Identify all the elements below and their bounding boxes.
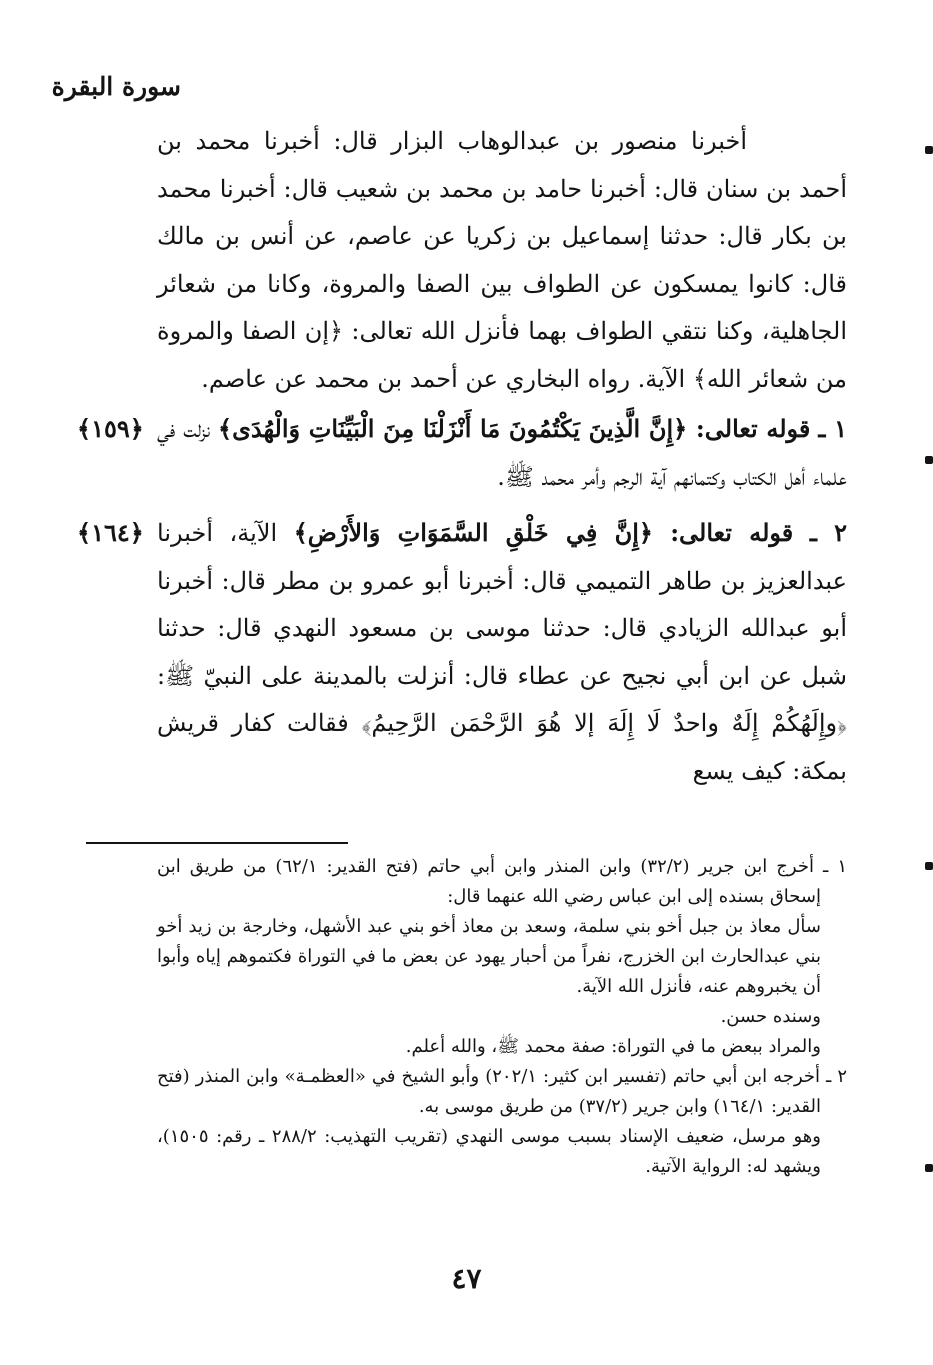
footnote-1-line-3: وسنده حسن.	[720, 1006, 821, 1027]
verse-item-2-paragraph	[157, 509, 847, 795]
item-2-number: ٢ ـ	[809, 518, 847, 547]
verse-reference-159: ﴿١٥٩﴾	[77, 414, 144, 443]
verse-item-1	[77, 405, 847, 501]
page-number: ٤٧	[451, 1262, 482, 1295]
main-text	[77, 118, 847, 795]
running-header-surah-name: سورة البقرة	[51, 72, 181, 101]
intro-paragraph: أخبرنا منصور بن عبدالوهاب البزار قال: أخبرنا محمد بن أحمد بن سنان قال: أخبرنا حامد بن محمد بن شعيب قال: أخبرنا محمد بن بكار قال: حدثنا إسماعيل بن زكريا عن عاصم، عن أنس بن مالك قال: كانوا يمسكون عن الطواف بين الصفا والمروة، وكانا من شعائر الجاهلية، وكنا نتقي الطواف بهما فأنزل الله تعالى: ﴿إن الصفا والمروة من شعائر الله﴾ الآية. رواه البخاري عن أحمد بن محمد عن عاصم.	[157, 127, 847, 393]
item-2-heading: قوله تعالى: ﴿إِنَّ فِي خَلْقِ السَّمَوَاتِ وَالأَرْضِ﴾	[293, 518, 794, 547]
scan-mark	[925, 1164, 933, 1172]
footnote-1-line-1: ١ ـ أخرج ابن جرير (٣٢/٢) وابن المنذر وابن أبي حاتم (فتح القدير: ٦٢/١) من طريق ابن إسحاق بسنده إلى ابن عباس رضي الله عنهما قال:	[157, 856, 847, 907]
verse-item-1-paragraph	[157, 405, 847, 501]
scan-mark	[925, 146, 933, 154]
footnote-1-line-4: والمراد ببعض ما في التوراة: صفة محمد ﷺ، والله أعلم.	[405, 1036, 821, 1057]
verse-reference-164: ﴿١٦٤﴾	[77, 518, 144, 547]
scan-mark	[925, 456, 933, 464]
scan-mark	[925, 862, 933, 870]
item-1-number: ١ ـ	[818, 414, 847, 443]
verse-item-2	[77, 509, 847, 795]
item-1-text: نزلت في علماء أهل الكتاب وكتمانهم آية الرجم وأمر محمد ﷺ.	[157, 415, 847, 491]
footnote-2-line-2: وهو مرسل، ضعيف الإسناد بسبب موسى النهدي (تقريب التهذيب: ٢٨٨/٢ ـ رقم: ١٥٠٥)، ويشهد له: الرواية الآتية.	[157, 1126, 821, 1177]
item-1-heading: قوله تعالى: ﴿إِنَّ الَّذِينَ يَكْتُمُونَ مَا أَنْزَلْنَا مِنَ الْبَيِّنَاتِ وَالْهُدَى﴾	[218, 414, 811, 443]
item-2-text: الآية، أخبرنا عبدالعزيز بن طاهر التميمي قال: أخبرنا أبو عمرو بن مطر قال: أخبرنا أبو عبدالله الزيادي قال: حدثنا موسى بن مسعود النهدي قال: حدثنا شبل عن ابن أبي نجيح عن عطاء قال: أنزلت بالمدينة على النبيّ ﷺ: ﴿وإِلَهُكُمْ إِلَهٌ واحدٌ لَا إِلَهَ إلا هُوَ الرَّحْمَن الرَّحِيمُ﴾ فقالت كفار قريش بمكة: كيف يسع	[157, 519, 847, 785]
footnote-1-line-2: سأل معاذ بن جبل أخو بني سلمة، وسعد بن معاذ أخو بني عبد الأشهل، وخارجة بن زيد أخو بني عبدالحارث ابن الخزرج، نفراً من أحبار يهود عن بعض ما في التوراة فكتموهم إياه وأبوا أن يخبروهم عنه، فأنزل الله الآية.	[157, 916, 821, 997]
footnote-2-line-1: ٢ ـ أخرجه ابن أبي حاتم (تفسير ابن كثير: ٢٠٢/١) وأبو الشيخ في «العظمـة» وابن المنذر (فتح القدير: ١٦٤/١) وابن جرير (٣٧/٢) من طريق موسى به.	[157, 1066, 847, 1117]
footnote-separator	[86, 842, 348, 844]
footnotes	[157, 852, 847, 1182]
